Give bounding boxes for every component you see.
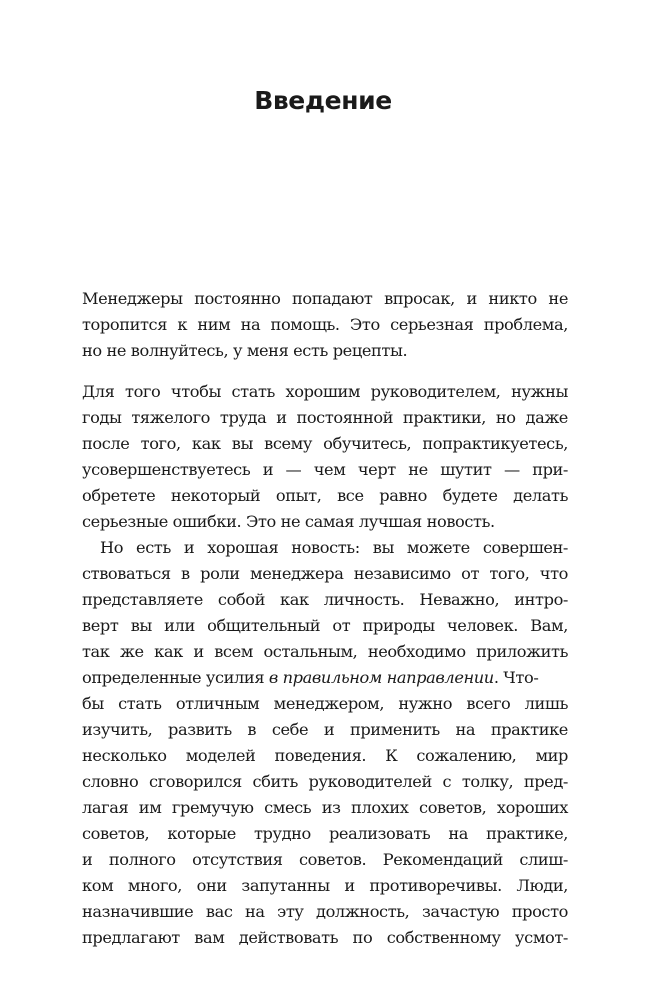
text-line: торопится к ним на помощь. Это серьезная проблема,	[82, 315, 568, 334]
text-line: серьезные ошибки. Это не самая лучшая новость.	[82, 512, 495, 531]
text-line: но не волнуйтесь, у меня есть рецепты.	[82, 341, 408, 360]
text-line: изучить, развить в себе и применить на практике	[82, 720, 568, 739]
text-line: усовершенствуетесь и — чем черт не шутит — при-	[82, 460, 568, 479]
text-line: лагая им гремучую смесь из плохих советов, хороших	[82, 798, 568, 817]
text-line: и полного отсутствия советов. Рекомендаций слиш-	[82, 850, 568, 869]
text-line: верт вы или общительный от природы человек. Вам,	[82, 616, 568, 635]
chapter-title: Введение	[254, 86, 392, 115]
text-line: назначившие вас на эту должность, зачастую просто	[82, 902, 568, 921]
text-line: Менеджеры постоянно попадают впросак, и никто не	[82, 289, 568, 308]
text-line: после того, как вы всему обучитесь, попрактикуетесь,	[82, 434, 568, 453]
text-line: Для того чтобы стать хорошим руководителем, нужны	[82, 382, 568, 401]
text-line: предлагают вам действовать по собственному усмот-	[82, 928, 568, 947]
text-line: ствоваться в роли менеджера независимо от того, что	[82, 564, 568, 583]
text-line: несколько моделей поведения. К сожалению, мир	[82, 746, 568, 765]
text-line: ком много, они запутанны и противоречивы. Люди,	[82, 876, 568, 895]
text-segment: . Что-	[493, 668, 539, 687]
text-segment: определенные усилия	[82, 668, 265, 687]
text-line: Но есть и хорошая новость: вы можете совершен-	[100, 538, 568, 557]
text-line: советов, которые трудно реализовать на практике,	[82, 824, 568, 843]
text-line: бы стать отличным менеджером, нужно всего лишь	[82, 694, 568, 713]
text-line: годы тяжелого труда и постоянной практики, но даже	[82, 408, 568, 427]
text-line: представляете собой как личность. Неважно, интро-	[82, 590, 568, 609]
text-line-mixed	[82, 666, 568, 690]
italic-emphasis: в правильном направлении	[268, 668, 494, 687]
text-line: обретете некоторый опыт, все равно будете делать	[82, 486, 568, 505]
text-line: так же как и всем остальным, необходимо приложить	[82, 642, 568, 661]
text-line: словно сговорился сбить руководителей с толку, пред-	[82, 772, 568, 791]
